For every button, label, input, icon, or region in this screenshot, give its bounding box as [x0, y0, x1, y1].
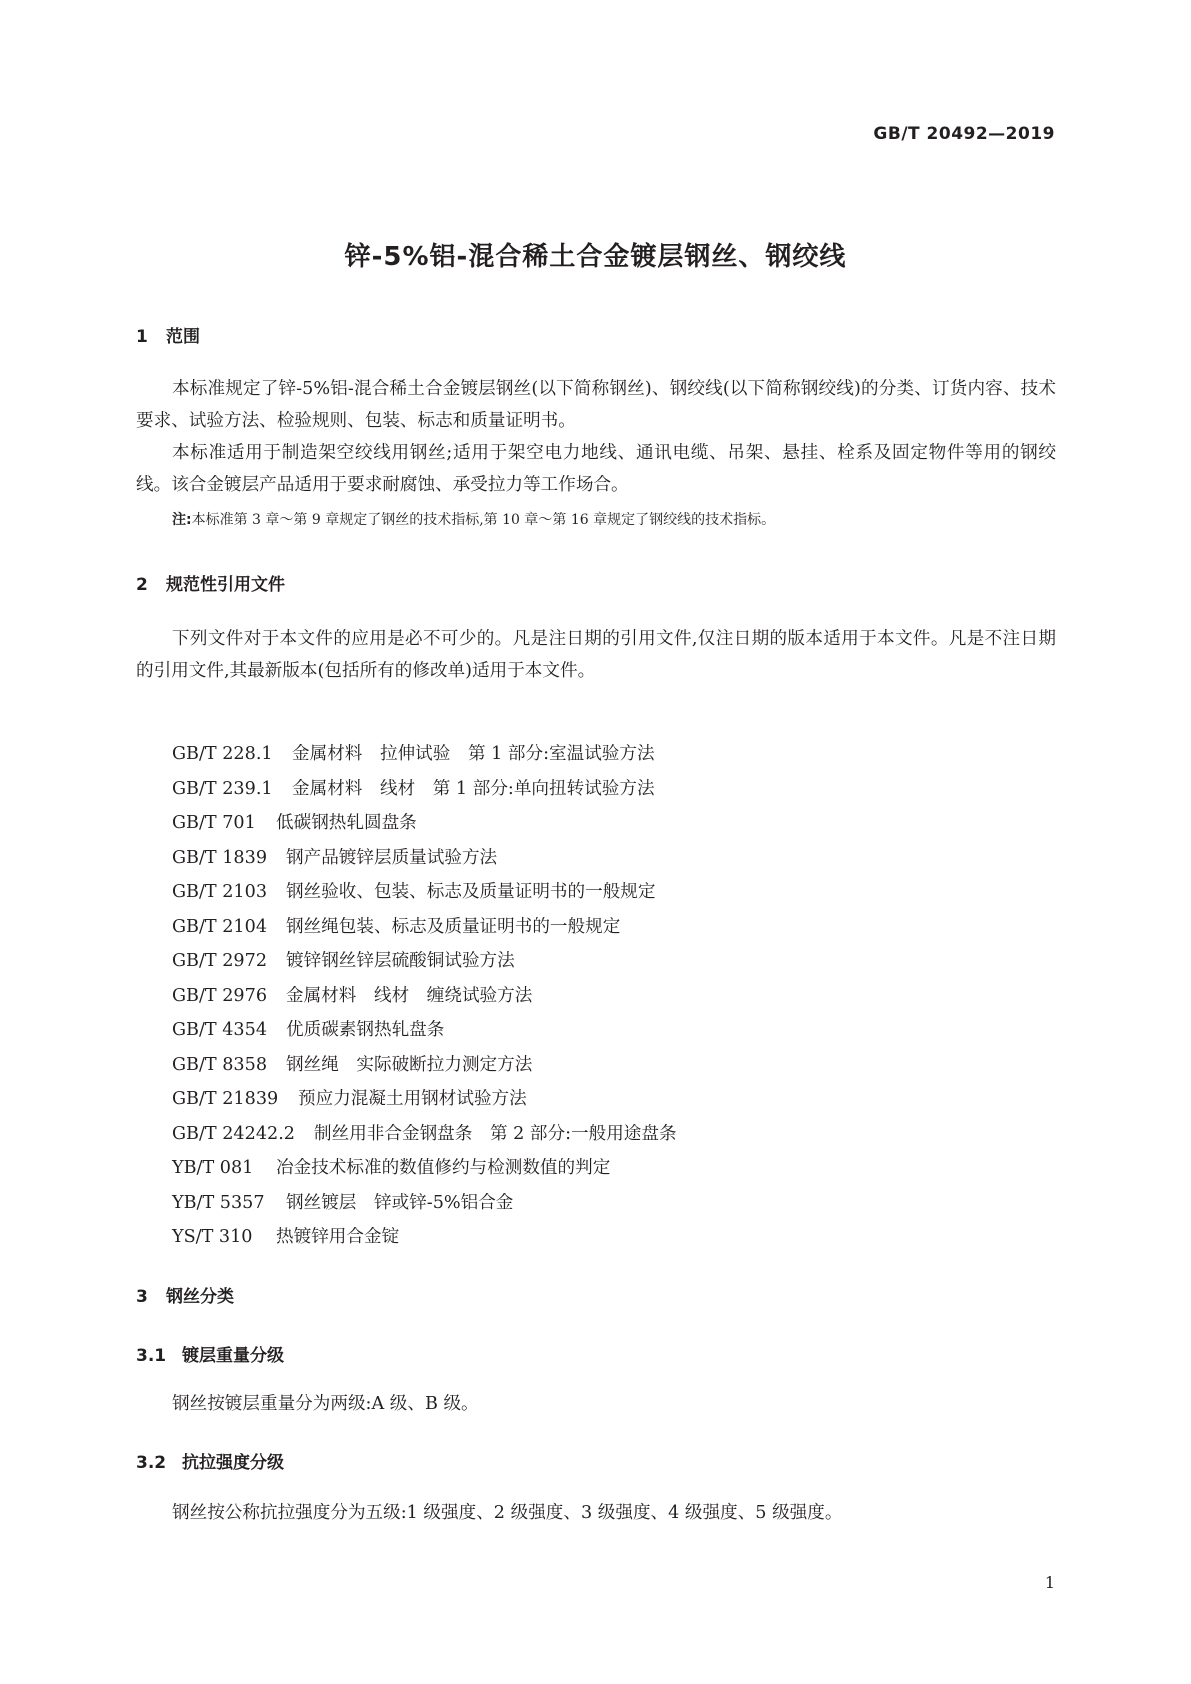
reference-code: GB/T 2104 [172, 916, 268, 937]
section-3-1-heading [136, 1341, 284, 1366]
coating-grade-text: 钢丝按镀层重量分为两级:A 级、B 级。 [172, 1394, 479, 1414]
reference-item [172, 1016, 677, 1051]
reference-code: GB/T 1839 [172, 847, 268, 868]
reference-code: YB/T 5357 [172, 1192, 265, 1213]
subsection-title: 镀层重量分级 [182, 1346, 284, 1366]
tensile-grade-text: 钢丝按公称抗拉强度分为五级:1 级强度、2 级强度、3 级强度、4 级强度、5 级强度。 [172, 1503, 843, 1523]
reference-item [172, 844, 677, 879]
reference-code: YS/T 310 [172, 1227, 253, 1247]
section-number: 2 [136, 575, 148, 595]
reference-title: 钢产品镀锌层质量试验方法 [286, 847, 498, 868]
subsection-number: 3.1 [136, 1346, 167, 1366]
reference-item [172, 982, 677, 1017]
reference-item [172, 1223, 677, 1258]
reference-item [172, 809, 677, 844]
note-text: 本标准第 3 章～第 9 章规定了钢丝的技术指标,第 10 章～第 16 章规定了钢绞线的技术指标。 [191, 512, 776, 528]
reference-title: 钢丝绳 实际破断拉力测定方法 [286, 1054, 533, 1075]
reference-item [172, 1189, 677, 1224]
reference-title: 制丝用非合金钢盘条 第 2 部分:一般用途盘条 [314, 1123, 677, 1144]
section-3-heading [136, 1282, 234, 1307]
document-title: 锌-5%铝-混合稀土合金镀层钢丝、钢绞线 [344, 242, 847, 272]
subsection-number: 3.2 [136, 1453, 167, 1473]
reference-item [172, 1120, 677, 1155]
reference-title: 金属材料 线材 第 1 部分:单向扭转试验方法 [292, 778, 655, 799]
reference-item [172, 947, 677, 982]
section-number: 1 [136, 327, 148, 347]
reference-item [172, 1085, 677, 1120]
reference-title: 金属材料 拉伸试验 第 1 部分:室温试验方法 [292, 744, 655, 764]
reference-title: 冶金技术标准的数值修约与检测数值的判定 [276, 1158, 611, 1178]
reference-title: 热镀锌用合金锭 [276, 1227, 400, 1247]
reference-title: 优质碳素钢热轧盘条 [286, 1020, 445, 1040]
note-label: 注: [172, 512, 192, 528]
reference-code: GB/T 2103 [172, 882, 268, 902]
reference-title: 镀锌钢丝锌层硫酸铜试验方法 [286, 951, 515, 971]
section-title: 钢丝分类 [166, 1287, 234, 1307]
scope-paragraph-2: 本标准适用于制造架空绞线用钢丝;适用于架空电力地线、通讯电缆、吊架、悬挂、栓系及固定物件等用的钢绞线。该合金镀层产品适用于要求耐腐蚀、承受拉力等工作场合。 [136, 443, 1056, 495]
subsection-title: 抗拉强度分级 [182, 1453, 284, 1473]
reference-item [172, 913, 677, 948]
reference-title: 钢丝验收、包装、标志及质量证明书的一般规定 [286, 882, 656, 902]
standard-number: GB/T 20492—2019 [873, 124, 1055, 144]
section-number: 3 [136, 1287, 148, 1307]
reference-list [172, 740, 677, 1258]
reference-item [172, 1154, 677, 1189]
reference-code: GB/T 228.1 [172, 744, 273, 764]
section-title: 范围 [166, 327, 200, 347]
page-number: 1 [1044, 1573, 1055, 1592]
reference-code: GB/T 4354 [172, 1020, 268, 1040]
reference-title: 预应力混凝土用钢材试验方法 [298, 1089, 527, 1109]
reference-item [172, 878, 677, 913]
section-title: 规范性引用文件 [166, 575, 285, 595]
reference-item [172, 775, 677, 810]
reference-code: GB/T 701 [172, 813, 256, 833]
reference-code: GB/T 21839 [172, 1089, 279, 1109]
scope-note [172, 509, 775, 529]
reference-code: YB/T 081 [172, 1158, 254, 1178]
reference-item [172, 1051, 677, 1086]
section-2-heading [136, 570, 285, 595]
reference-code: GB/T 239.1 [172, 778, 273, 799]
reference-code: GB/T 24242.2 [172, 1123, 295, 1144]
scope-paragraph-1: 本标准规定了锌-5%铝-混合稀土合金镀层钢丝(以下简称钢丝)、钢绞线(以下简称钢绞线)的分类、订货内容、技术要求、试验方法、检验规则、包装、标志和质量证明书。 [136, 379, 1056, 431]
reference-code: GB/T 2972 [172, 951, 268, 971]
reference-title: 低碳钢热轧圆盘条 [276, 813, 417, 833]
reference-code: GB/T 8358 [172, 1054, 268, 1075]
reference-title: 钢丝绳包装、标志及质量证明书的一般规定 [286, 916, 621, 937]
references-intro: 下列文件对于本文件的应用是必不可少的。凡是注日期的引用文件,仅注日期的版本适用于本文件。凡是不注日期的引用文件,其最新版本(包括所有的修改单)适用于本文件。 [136, 629, 1056, 681]
reference-title: 钢丝镀层 锌或锌-5%铝合金 [286, 1192, 514, 1213]
section-1-heading [136, 322, 200, 347]
reference-item [172, 740, 677, 775]
reference-title: 金属材料 线材 缠绕试验方法 [286, 985, 533, 1006]
section-3-2-heading [136, 1448, 284, 1473]
reference-code: GB/T 2976 [172, 985, 268, 1006]
